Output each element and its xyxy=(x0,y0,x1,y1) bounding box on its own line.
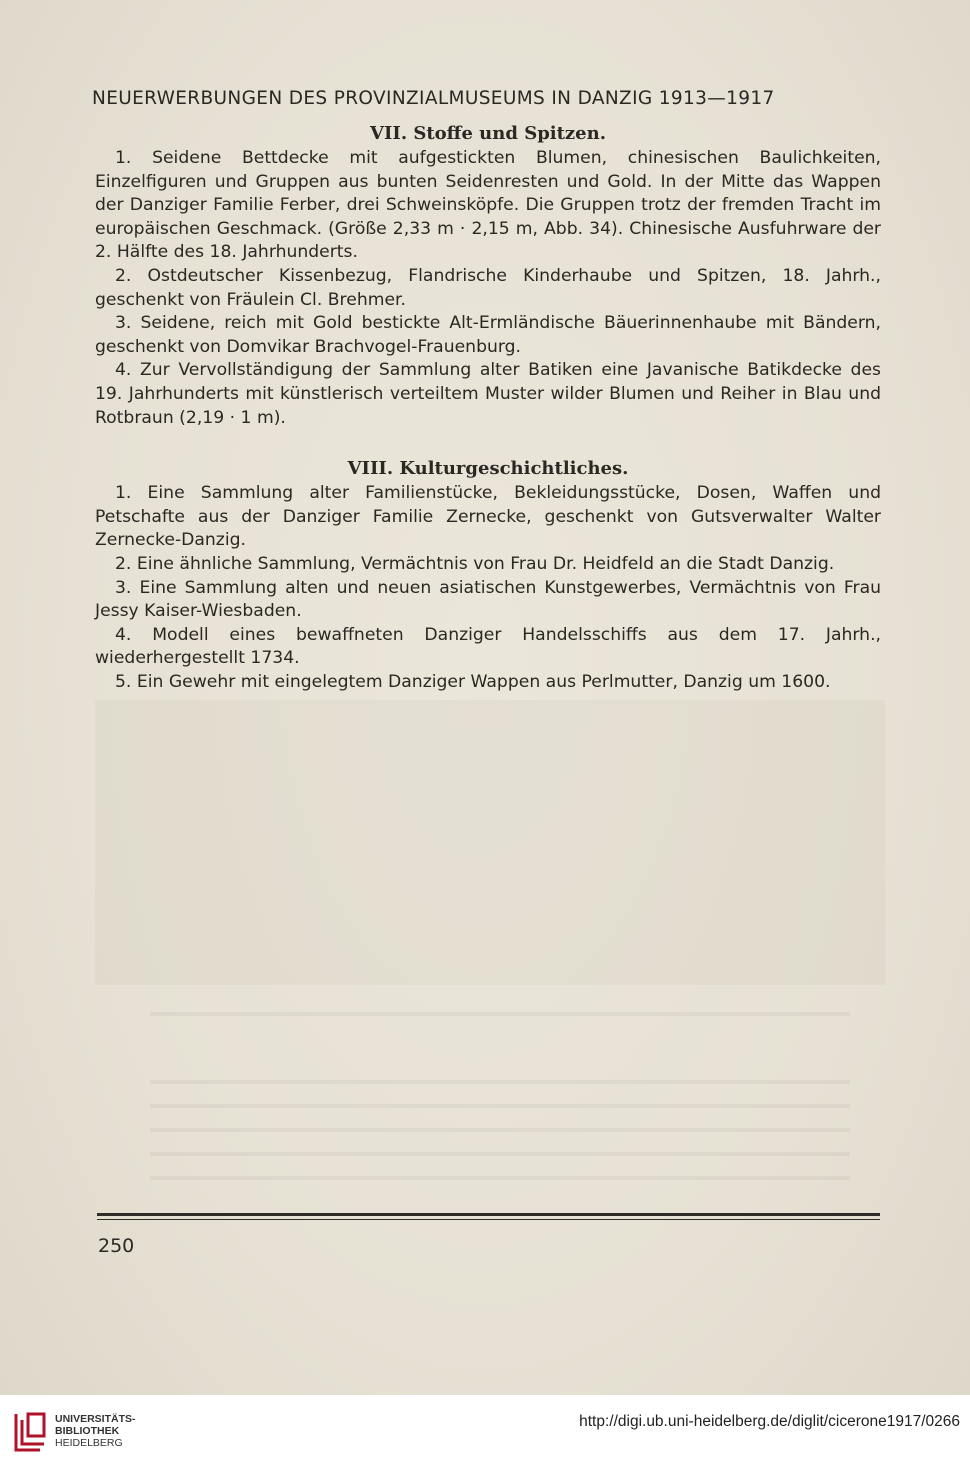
library-name xyxy=(55,1413,136,1449)
library-name-line: UNIVERSITÄTS- xyxy=(55,1413,136,1425)
library-name-line: BIBLIOTHEK xyxy=(55,1425,120,1437)
list-item: 2. Ostdeutscher Kissenbezug, Flandrische Kinderhaube und Spitzen, 18. Jahrh., geschenkt von Fräulein Cl. Brehmer. xyxy=(95,265,881,310)
section-title-kulturgeschichtliches: VIII. Kulturgeschichtliches. xyxy=(347,458,629,480)
list-item: 5. Ein Gewehr mit eingelegtem Danziger Wappen aus Perlmutter, Danzig um 1600. xyxy=(115,671,831,692)
running-header: NEUERWERBUNGEN DES PROVINZIALMUSEUMS IN DANZIG 1913—1917 xyxy=(92,88,775,109)
page-number: 250 xyxy=(98,1235,135,1257)
list-item: 1. Eine Sammlung alter Familienstücke, Bekleidungsstücke, Dosen, Waffen und Petschafte aus der Danziger Familie Zernecke, geschenkt von Gutsverwalter Walter Zernecke-Danzig. xyxy=(95,483,881,551)
bleed-through-line xyxy=(150,1080,850,1084)
list-item: 1. Seidene Bettdecke mit aufgestickten Blumen, chinesischen Baulichkeiten, Einzelfiguren und Gruppen aus bunten Seidenresten und Gold. In der Mitte das Wappen der Danziger Familie Ferber, drei Schweinsköpfe. Die Gruppen trotz der fremden Tracht im europäischen Geschmack. (Größe 2,33 m · 2,15 m, Abb. 34). Chinesische Ausfuhrware der 2. Hälfte des 18. Jahrhunderts. xyxy=(95,148,881,263)
page-body xyxy=(95,121,881,694)
library-name-line: HEIDELBERG xyxy=(55,1437,123,1449)
bleed-through-line xyxy=(150,1128,850,1132)
university-library-logo-icon xyxy=(10,1410,48,1454)
bleed-through-line xyxy=(150,1176,850,1180)
footer-double-rule-thin xyxy=(97,1219,880,1220)
image-bleed-through-area xyxy=(95,700,885,985)
bleed-through-line xyxy=(150,1104,850,1108)
list-item: 2. Eine ähnliche Sammlung, Vermächtnis von Frau Dr. Heidfeld an die Stadt Danzig. xyxy=(115,553,835,574)
footer-double-rule-thick xyxy=(97,1213,880,1216)
list-item: 3. Eine Sammlung alten und neuen asiatischen Kunstgewerbes, Vermächtnis von Frau Jessy Kaiser-Wiesbaden. xyxy=(95,577,881,622)
bleed-through-line xyxy=(150,1152,850,1156)
digitization-footer xyxy=(0,1395,970,1471)
list-item: 4. Modell eines bewaffneten Danziger Handelsschiffs aus dem 17. Jahrh., wiederhergestellt 1734. xyxy=(95,624,881,669)
source-url-link[interactable]: http://digi.ub.uni-heidelberg.de/diglit/cicerone1917/0266 xyxy=(579,1413,960,1430)
section-title-stoffe: VII. Stoffe und Spitzen. xyxy=(370,123,606,144)
list-item: 4. Zur Vervollständigung der Sammlung alter Batiken eine Javanische Batikdecke des 19. Jahrhunderts mit künstlerisch verteiltem Muster wilder Blumen und Reiher in Blau und Rotbraun (2,19 · 1 m). xyxy=(95,360,881,428)
bleed-through-line xyxy=(150,1012,850,1016)
list-item: 3. Seidene, reich mit Gold bestickte Alt-Ermländische Bäuerinnenhaube mit Bändern, geschenkt von Domvikar Brachvogel-Frauenburg. xyxy=(95,313,881,357)
